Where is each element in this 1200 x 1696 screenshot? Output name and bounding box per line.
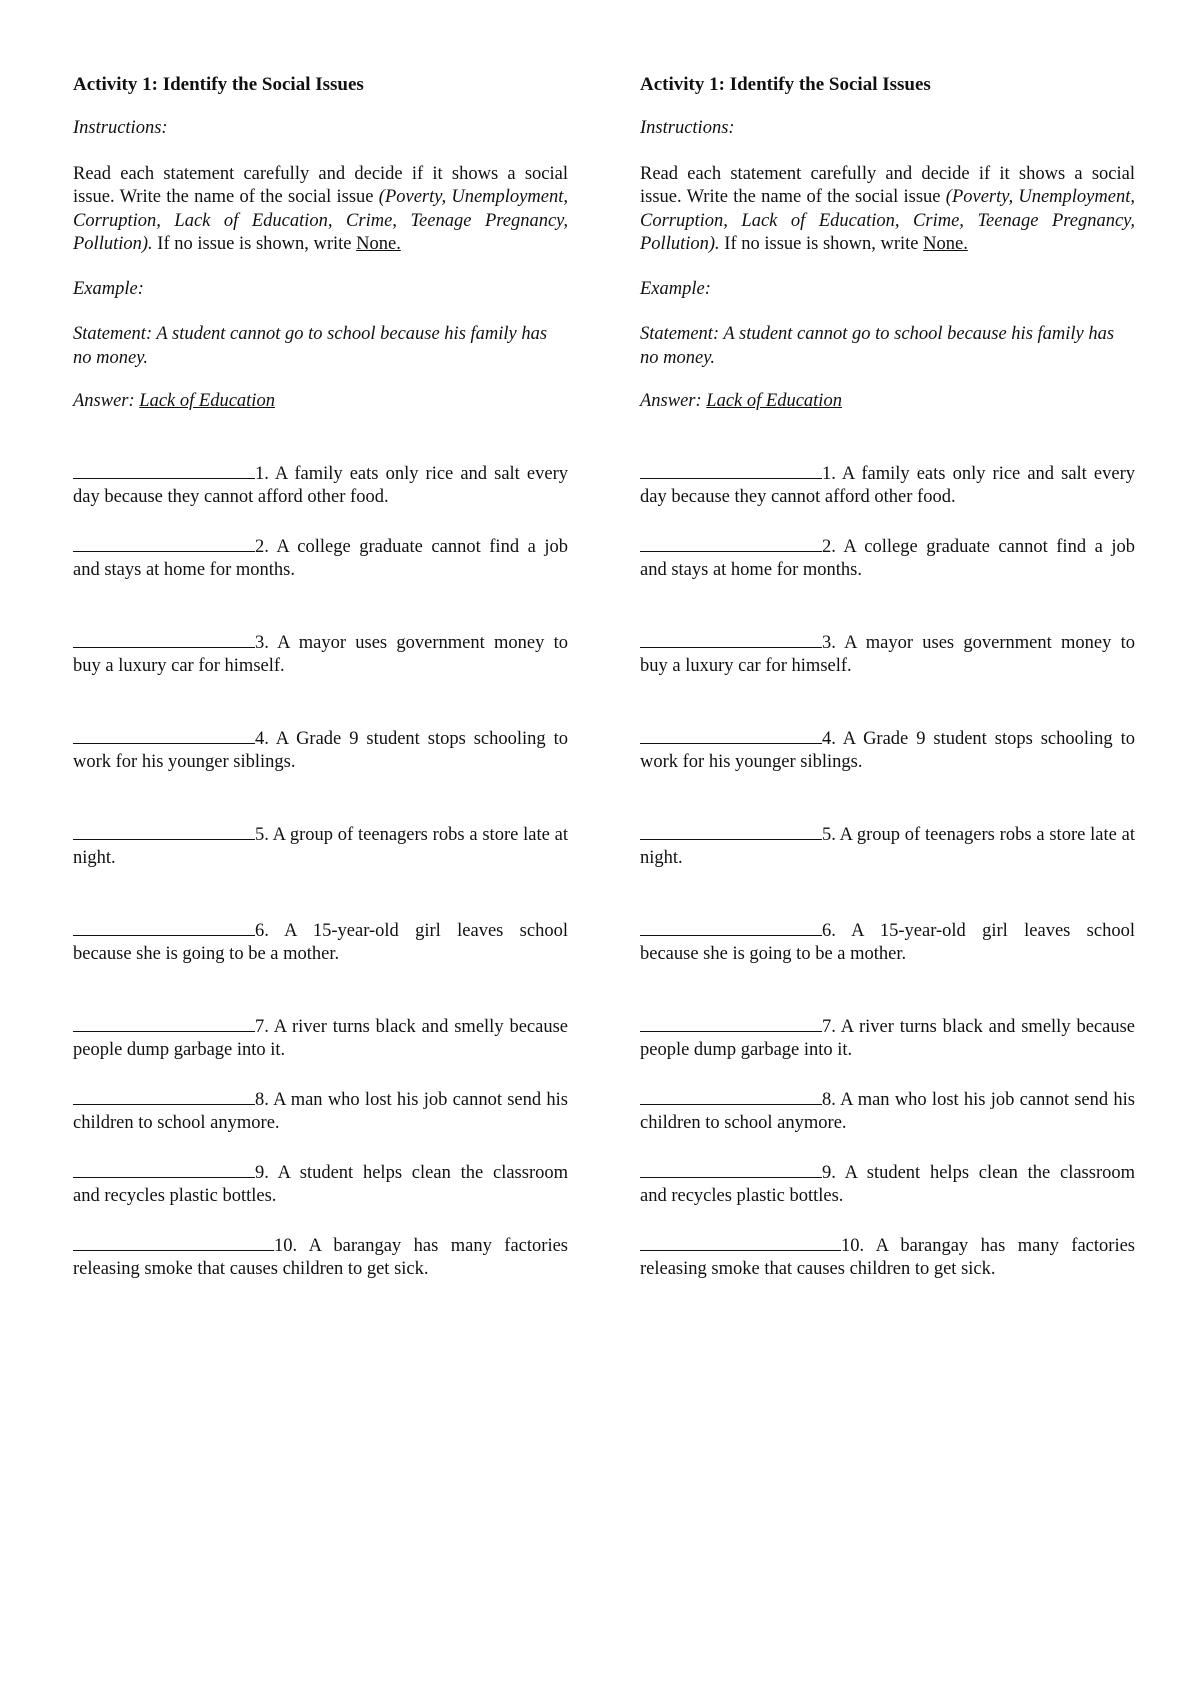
question-item-1 <box>640 461 1135 510</box>
answer-blank[interactable] <box>640 1014 822 1032</box>
question-item-2 <box>73 534 568 583</box>
answer-blank[interactable] <box>640 726 822 744</box>
answer-blank[interactable] <box>640 1233 841 1251</box>
question-item-8 <box>640 1087 1135 1136</box>
answer-blank[interactable] <box>640 822 822 840</box>
answer-blank[interactable] <box>73 1160 255 1178</box>
answer-blank[interactable] <box>73 918 255 936</box>
social-issue-list: (Poverty, Unemployment, Corruption, Lack of Education, Crime, Teenage Pregnancy, Pollution). <box>73 187 568 254</box>
question-text: 4. A Grade 9 student stops schooling to work for his younger siblings. <box>73 728 568 772</box>
question-text: 7. A river turns black and smelly because people dump garbage into it. <box>640 1016 1135 1060</box>
answer-blank[interactable] <box>73 726 255 744</box>
question-item-5 <box>73 822 568 871</box>
question-text: 6. A 15-year-old girl leaves school because she is going to be a mother. <box>73 920 568 964</box>
question-item-10 <box>73 1233 568 1282</box>
question-text: 1. A family eats only rice and salt every day because they cannot afford other food. <box>640 463 1135 507</box>
question-item-7 <box>73 1014 568 1063</box>
question-text: 2. A college graduate cannot find a job and stays at home for months. <box>73 536 568 580</box>
question-text: 6. A 15-year-old girl leaves school because she is going to be a mother. <box>640 920 1135 964</box>
question-text: 7. A river turns black and smelly because people dump garbage into it. <box>73 1016 568 1060</box>
question-text: 4. A Grade 9 student stops schooling to work for his younger siblings. <box>640 728 1135 772</box>
worksheet-left <box>73 73 568 1282</box>
question-text: 5. A group of teenagers robs a store late at night. <box>73 824 568 868</box>
question-item-7 <box>640 1014 1135 1063</box>
instructions-text-part-2: If no issue is shown, write <box>719 234 924 254</box>
question-text: 10. A barangay has many factories releasing smoke that causes children to get sick. <box>73 1235 568 1279</box>
question-item-3 <box>73 630 568 679</box>
instructions-text-part-1: Read each statement carefully and decide if it shows a social issue. Write the name of the social issue <box>640 163 1135 207</box>
worksheet-right <box>640 73 1135 1282</box>
question-item-4 <box>73 726 568 775</box>
instructions-label: Instructions: <box>73 118 168 138</box>
answer-blank[interactable] <box>73 630 255 648</box>
example-answer-value: Lack of Education <box>706 391 842 411</box>
social-issue-list: (Poverty, Unemployment, Corruption, Lack of Education, Crime, Teenage Pregnancy, Pollution). <box>640 187 1135 254</box>
answer-blank[interactable] <box>73 1014 255 1032</box>
question-item-8 <box>73 1087 568 1136</box>
question-text: 8. A man who lost his job cannot send his children to school anymore. <box>640 1089 1135 1133</box>
instructions-text <box>640 163 1135 257</box>
question-text: 9. A student helps clean the classroom and recycles plastic bottles. <box>73 1162 568 1206</box>
example-statement: Statement: A student cannot go to school because his family has no money. <box>73 324 548 368</box>
activity-title: Activity 1: Identify the Social Issues <box>73 74 364 95</box>
answer-blank[interactable] <box>73 1233 274 1251</box>
question-text: 1. A family eats only rice and salt every day because they cannot afford other food. <box>73 463 568 507</box>
question-item-6 <box>640 918 1135 967</box>
question-item-9 <box>73 1160 568 1209</box>
question-item-6 <box>73 918 568 967</box>
answer-blank[interactable] <box>73 461 255 479</box>
question-text: 10. A barangay has many factories releasing smoke that causes children to get sick. <box>640 1235 1135 1279</box>
example-answer <box>640 390 1135 414</box>
none-answer: None. <box>356 234 401 254</box>
instructions-text-part-2: If no issue is shown, write <box>152 234 357 254</box>
example-label: Example: <box>640 278 711 299</box>
answer-blank[interactable] <box>640 1087 822 1105</box>
answer-blank[interactable] <box>640 1160 822 1178</box>
question-item-9 <box>640 1160 1135 1209</box>
answer-blank[interactable] <box>73 822 255 840</box>
instructions-text <box>73 163 568 257</box>
instructions-label: Instructions: <box>640 118 735 138</box>
answer-blank[interactable] <box>73 1087 255 1105</box>
answer-blank[interactable] <box>640 918 822 936</box>
example-answer-value: Lack of Education <box>139 391 275 411</box>
activity-title: Activity 1: Identify the Social Issues <box>640 74 931 95</box>
question-text: 9. A student helps clean the classroom and recycles plastic bottles. <box>640 1162 1135 1206</box>
question-item-2 <box>640 534 1135 583</box>
instructions-text-part-1: Read each statement carefully and decide if it shows a social issue. Write the name of the social issue <box>73 163 568 207</box>
question-text: 8. A man who lost his job cannot send his children to school anymore. <box>73 1089 568 1133</box>
question-text: 3. A mayor uses government money to buy a luxury car for himself. <box>640 632 1135 676</box>
question-text: 5. A group of teenagers robs a store late at night. <box>640 824 1135 868</box>
question-item-1 <box>73 461 568 510</box>
question-text: 2. A college graduate cannot find a job and stays at home for months. <box>640 536 1135 580</box>
question-item-4 <box>640 726 1135 775</box>
example-label: Example: <box>73 278 144 299</box>
question-text: 3. A mayor uses government money to buy a luxury car for himself. <box>73 632 568 676</box>
answer-blank[interactable] <box>640 534 822 552</box>
answer-blank[interactable] <box>640 461 822 479</box>
example-statement: Statement: A student cannot go to school because his family has no money. <box>640 324 1115 368</box>
none-answer: None. <box>923 234 968 254</box>
example-answer <box>73 390 568 414</box>
question-item-3 <box>640 630 1135 679</box>
example-answer-label: Answer: <box>73 391 140 411</box>
question-item-5 <box>640 822 1135 871</box>
example-answer-label: Answer: <box>640 391 707 411</box>
answer-blank[interactable] <box>73 534 255 552</box>
question-item-10 <box>640 1233 1135 1282</box>
answer-blank[interactable] <box>640 630 822 648</box>
